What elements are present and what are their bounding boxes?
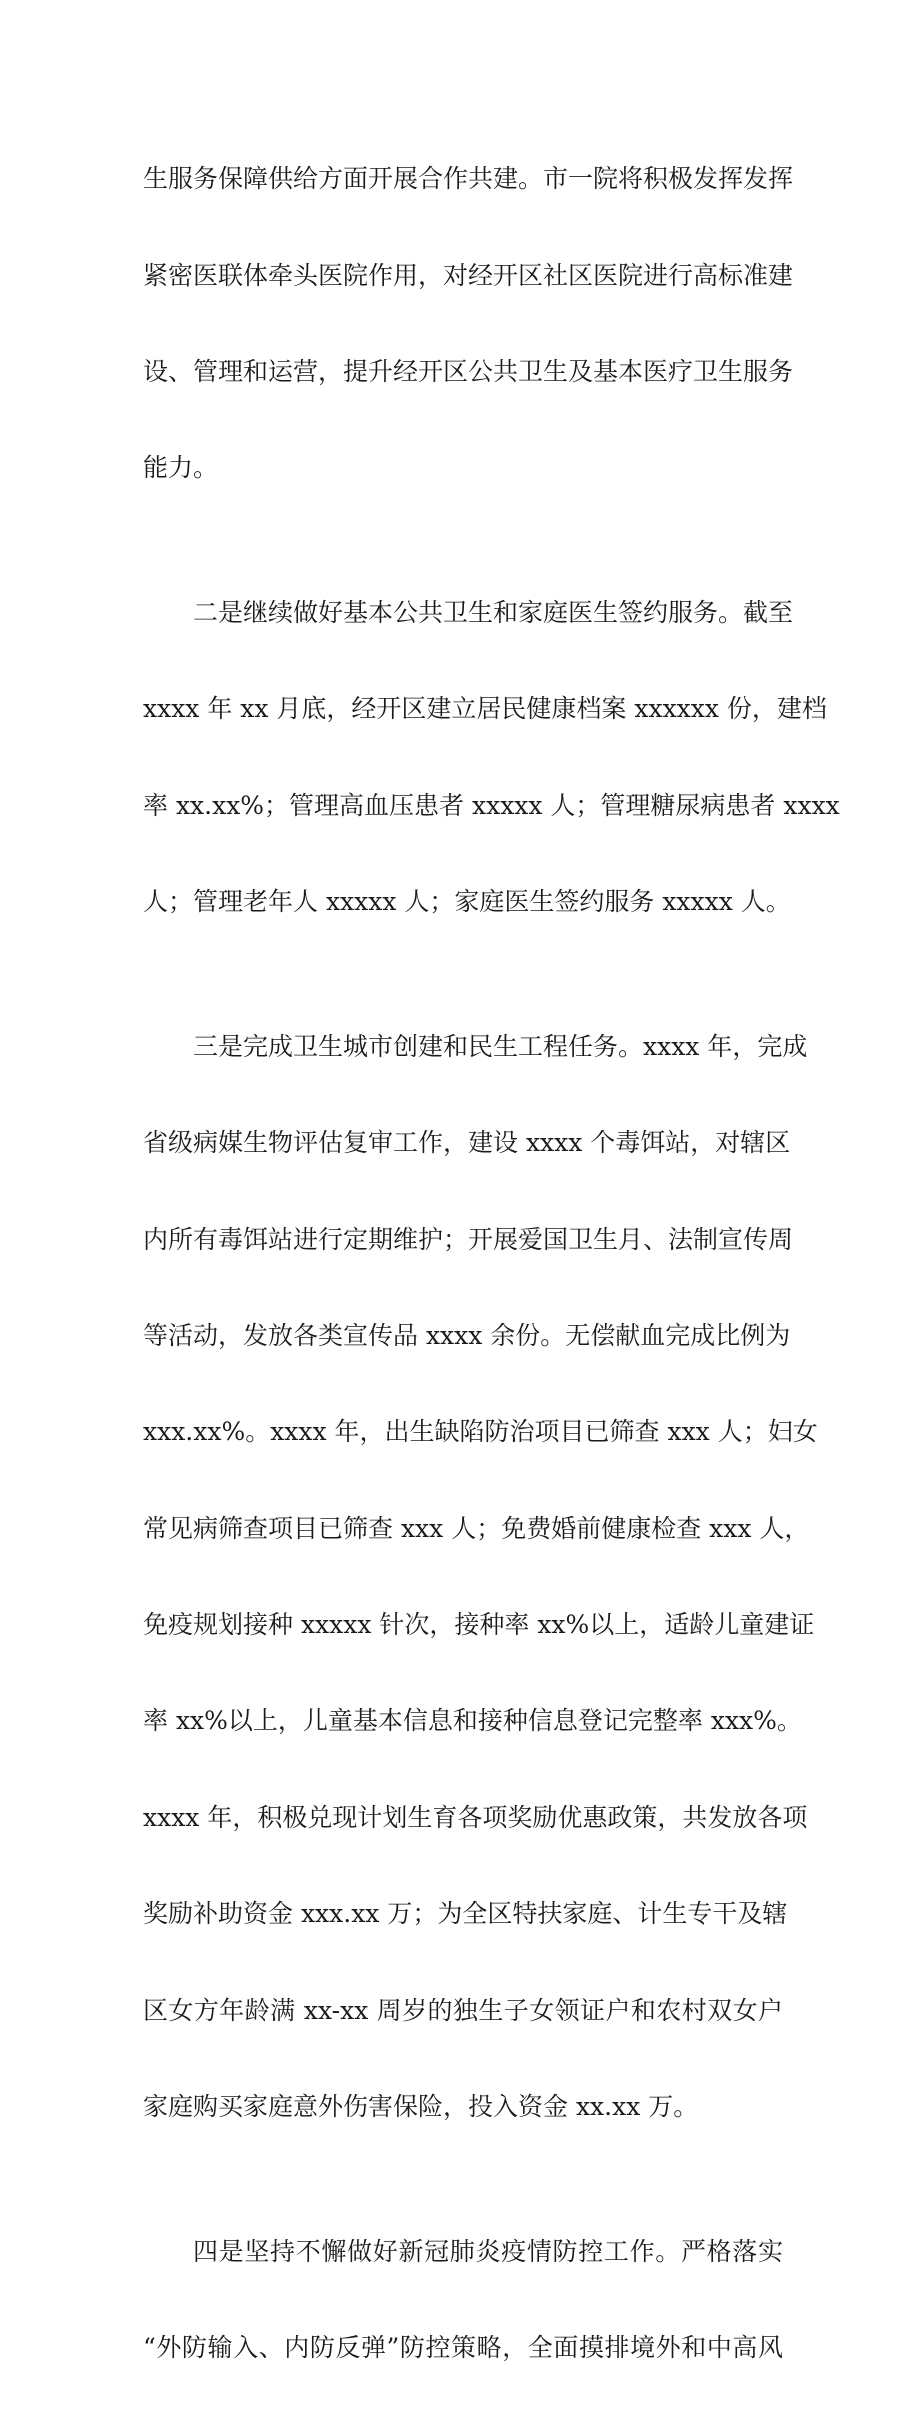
paragraph-epidemic-prevention xyxy=(143,2179,783,2420)
text-line: 家庭购买家庭意外伤害保险，投入资金 xx.xx 万。 xyxy=(143,2092,699,2122)
text-line: xxx.xx%。xxxx 年，出生缺陷防治项目已筛查 xxx 人；妇女 xyxy=(143,1417,818,1447)
text-line: 奖励补助资金 xxx.xx 万；为全区特扶家庭、计生专干及辖 xyxy=(143,1899,788,1929)
paragraph-sanitary-city xyxy=(143,975,818,2180)
text-line: “外防输入、内防反弹”防控策略，全面摸排境外和中高风 xyxy=(143,2333,783,2363)
text-line: 率 xx%以上，儿童基本信息和接种信息登记完整率 xxx%。 xyxy=(143,1706,802,1736)
text-line: 设、管理和运营，提升经开区公共卫生及基本医疗卫生服务 xyxy=(143,356,794,386)
text-line: 人；管理老年人 xxxxx 人；家庭医生签约服务 xxxxx 人。 xyxy=(143,887,791,917)
text-line: 率 xx.xx%；管理高血压患者 xxxxx 人；管理糖尿病患者 xxxx xyxy=(143,790,840,820)
text-line: 等活动，发放各类宣传品 xxxx 余份。无偿献血完成比例为 xyxy=(143,1320,791,1350)
document-body xyxy=(143,107,840,2420)
text-line: 三是完成卫生城市创建和民生工程任务。xxxx 年，完成 xyxy=(193,1031,808,1061)
text-line: 能力。 xyxy=(143,453,219,483)
text-line: 紧密医联体牵头医院作用，对经开区社区医院进行高标准建 xyxy=(143,260,794,290)
paragraph-public-health-services xyxy=(143,541,840,975)
text-line: 区女方年龄满 xx-xx 周岁的独生子女领证户和农村双女户 xyxy=(143,1995,783,2025)
text-line: xxxx 年，积极兑现计划生育各项奖励优惠政策，共发放各项 xyxy=(143,1802,808,1832)
text-line: 省级病媒生物评估复审工作，建设 xxxx 个毒饵站，对辖区 xyxy=(143,1128,791,1158)
text-line: 四是坚持不懈做好新冠肺炎疫情防控工作。严格落实 xyxy=(193,2236,783,2266)
text-line: 二是继续做好基本公共卫生和家庭医生签约服务。截至 xyxy=(193,597,794,627)
text-line: 常见病筛查项目已筛查 xxx 人；免费婚前健康检查 xxx 人， xyxy=(143,1513,810,1543)
paragraph-service-cooperation xyxy=(143,107,794,541)
text-line: 免疫规划接种 xxxxx 针次，接种率 xx%以上，适龄儿童建证 xyxy=(143,1610,815,1640)
text-line: 生服务保障供给方面开展合作共建。市一院将积极发挥发挥 xyxy=(143,164,794,194)
text-line: 内所有毒饵站进行定期维护；开展爱国卫生月、法制宣传周 xyxy=(143,1224,794,1254)
text-line: xxxx 年 xx 月底，经开区建立居民健康档案 xxxxxx 份，建档 xyxy=(143,694,827,724)
